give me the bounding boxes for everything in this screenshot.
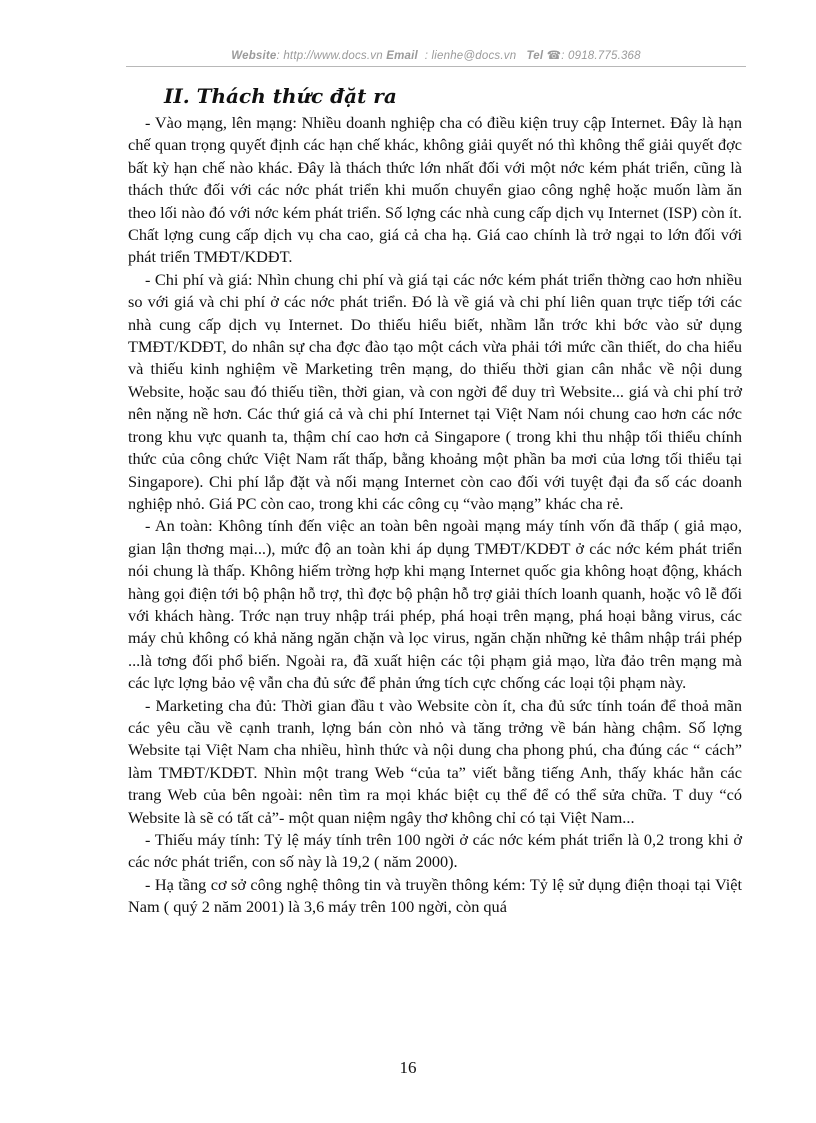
header-divider: [126, 66, 746, 67]
paragraph-computer-shortage: - Thiếu máy tính: Tỷ lệ máy tính trên 100 ngời ở các nớc kém phát triển là 0,2 trong khi ở các nớc phát triển, con số này là 19,2 ( năm 2000).: [128, 830, 742, 872]
page-header: [126, 48, 746, 62]
website-value: : http://www.docs.vn: [276, 50, 383, 62]
paragraph-marketing: - Marketing cha đủ: Thời gian đầu t vào Website còn ít, cha đủ sức tính toán để thoả mãn các yêu cầu về cạnh tranh, lợng bán còn nhỏ và tăng trởng về bán hàng chậm. Số lợng Website tại Việt Nam cha nhiều, hình thức và nội dung cha phong phú, cha đúng các “ cách” làm TMĐT/KDĐT. Nhìn một trang Web “của ta” viết bằng tiếng Anh, thấy khác hẳn các trang Web của bên ngoài: nên tìm ra mọi khác biệt cụ thể để có thể sửa chữa. T duy “có Website là sẽ có tất cả”- một quan niệm ngây thơ không chỉ có tại Việt Nam...: [128, 695, 742, 827]
paragraph-cost-and-price: - Chi phí và giá: Nhìn chung chi phí và giá tại các nớc kém phát triển thờng cao hơn nhiều so với giá và chi phí ở các nớc phát triển. Đó là về giá và chi phí liên quan trực tiếp tới các nhà cung cấp dịch vụ Internet. Do thiếu hiểu biết, nhầm lẫn trớc khi bớc vào sử dụng TMĐT/KDĐT, do nhân sự cha đợc đào tạo một cách vừa phải tới mức cần thiết, do cha hiểu và thiếu kinh nghiệm về Marketing trên mạng, do thiếu thời gian cân nhắc về nội dung Website, hoặc sau đó thiếu tiền, thời gian, và con ngời để duy trì Website... giá và chi phí trở nên nặng nề hơn. Các thứ giá cả và chi phí Internet tại Việt Nam nói chung cao hơn các nớc trong khu vực quanh ta, thậm chí cao hơn cả Singapore ( trong khi thu nhập tối thiểu chính thức của công chức Việt Nam rất thấp, bằng khoảng một phần ba mơi của lơng tối thiểu tại Singapore). Chi phí lắp đặt và nối mạng Internet còn cao đối với tuyệt đại đa số các doanh nghiệp nhỏ. Giá PC còn cao, trong khi các công cụ “vào mạng” khác cha rẻ.: [128, 269, 742, 513]
paragraph-security: - An toàn: Không tính đến việc an toàn bên ngoài mạng máy tính vốn đã thấp ( giả mạo, gian lận thơng mại...), mức độ an toàn khi áp dụng TMĐT/KDĐT ở các nớc kém phát triển nói chung là thấp. Không hiếm trờng hợp khi mạng Internet quốc gia không hoạt động, khách hàng gọi điện tới bộ phận hỗ trợ, thì đợc bộ phận hỗ trợ giải thích loanh quanh, hoặc vô lễ đối với khách hàng. Trớc nạn truy nhập trái phép, phá hoại trên mạng, phá hoại bằng virus, các máy chủ không có khả năng ngăn chặn và lọc virus, ngăn chặn những kẻ thâm nhập trái phép ...là tơng đối phổ biến. Ngoài ra, đã xuất hiện các tội phạm giả mạo, lừa đảo trên mạng mà các lực lợng bảo vệ vẫn cha đủ sức để phản ứng tích cực chống các loại tội phạm này.: [128, 516, 742, 693]
website-label: Website: [231, 50, 277, 62]
section-title: II. Thách thức đặt ra: [164, 84, 397, 108]
email-label: Email: [386, 50, 418, 62]
page-number: 16: [399, 1058, 417, 1077]
paragraph-internet-access: - Vào mạng, lên mạng: Nhiều doanh nghiệp cha có điều kiện truy cập Internet. Đây là hạn chế quan trọng quyết định các hạn chế khác, không giải quyết nó thì không thể giải quyết đợc bất kỳ hạn chế nào khác. Đây là thách thức lớn nhất đối với một nớc kém phát triển, cũng là thách thức đối với các nớc phát triển khi muốn chuyển giao công nghệ hoặc muốn làm ăn theo lối nào đó với nớc kém phát triển. Số lợng các nhà cung cấp dịch vụ Internet (ISP) còn ít. Chất lợng cung cấp dịch vụ cha cao, giá cả cha hạ. Giá cao chính là trở ngại to lớn đối với phát triển TMĐT/KDĐT.: [128, 113, 742, 267]
paragraph-infrastructure: - Hạ tầng cơ sở công nghệ thông tin và truyền thông kém: Tỷ lệ sử dụng điện thoại tại Việt Nam ( quý 2 năm 2001) là 3,6 máy trên 100 ngời, còn quá: [128, 874, 742, 917]
tel-value: ☎: 0918.775.368: [546, 50, 641, 62]
email-value: : lienhe@docs.vn: [424, 50, 517, 62]
document-body: [128, 112, 742, 919]
tel-label: Tel: [526, 50, 544, 62]
